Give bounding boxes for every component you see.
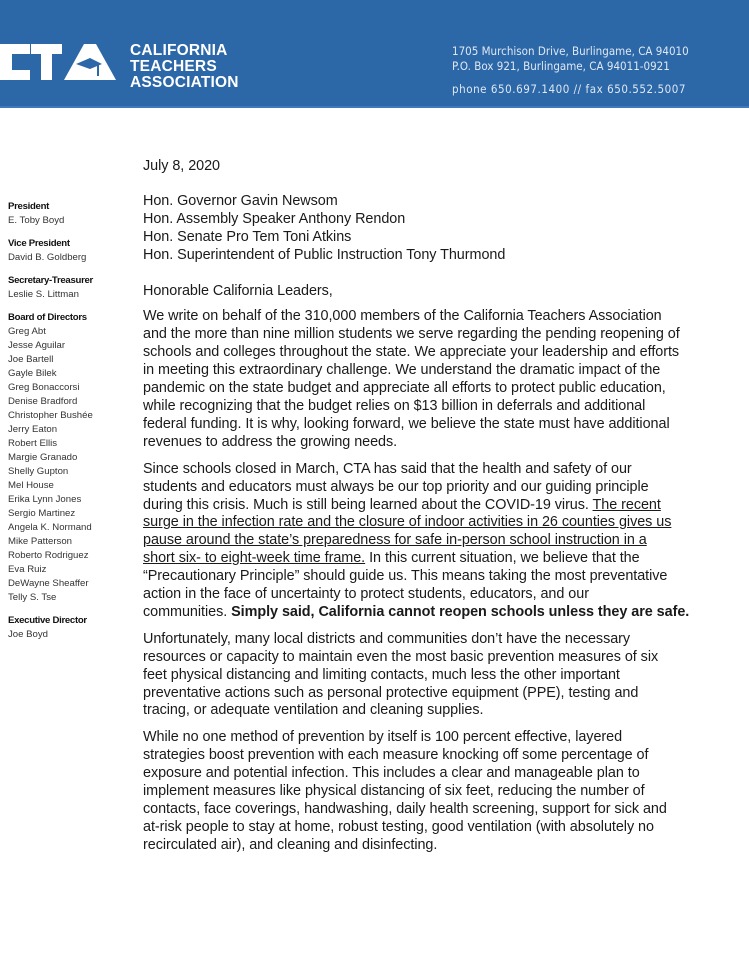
letterhead: [0, 0, 749, 108]
officer-name: Eva Ruiz: [8, 564, 47, 575]
officer-name: DeWayne Sheaffer: [8, 578, 89, 589]
text-span: preventative actions such as personal protective equipment (PPE), testing and: [143, 684, 639, 701]
address-line: 1705 Murchison Drive, Burlingame, CA 94010: [452, 44, 689, 58]
recipient: Hon. Senate Pro Tem Toni Atkins: [143, 228, 352, 245]
text-span: during this crisis. Much is still being learned about the COVID-19 virus.: [143, 496, 593, 513]
officer-name: Margie Granado: [8, 452, 78, 463]
officer-name: Christopher Bushée: [8, 410, 93, 421]
officer-name: Greg Bonaccorsi: [8, 382, 80, 393]
officer-name: Joe Bartell: [8, 354, 54, 365]
officer-name: Gayle Bilek: [8, 368, 57, 379]
text-span: resources or capacity to maintain even the most basic prevention measures of six: [143, 648, 659, 665]
text-line: [143, 532, 733, 550]
text-span: tracing, or adequate ventilation and cleaning supplies.: [143, 702, 484, 719]
text-span: while recognizing that the budget relies on $13 billion in deferrals and additional: [143, 397, 646, 414]
text-line: [143, 497, 733, 515]
cta-logo: [0, 40, 118, 84]
text-line: [143, 380, 733, 398]
text-span: students and educators must always be our top priority and our guiding principle: [143, 478, 649, 495]
paragraph: [143, 729, 733, 854]
recipients: [143, 193, 733, 265]
officer-title: Executive Director: [8, 615, 87, 626]
recipient: Hon. Governor Gavin Newsom: [143, 192, 338, 209]
officer-name: Roberto Rodriguez: [8, 550, 89, 561]
officer-name: Robert Ellis: [8, 438, 58, 449]
officer-name: David B. Goldberg: [8, 252, 87, 263]
officer-group: [8, 311, 118, 605]
text-line: [143, 837, 733, 855]
officer-title: President: [8, 201, 50, 212]
text-span: Since schools closed in March, CTA has said that the health and safety of our: [143, 460, 632, 477]
text-line: [143, 631, 733, 649]
text-line: [143, 326, 733, 344]
text-line: [143, 729, 733, 747]
underlined-text: pause around the state’s preparedness for safe in-person school instruction in a: [143, 532, 647, 549]
phone-fax: phone 650.697.1400 // fax 650.552.5007: [452, 82, 687, 96]
officer-group: [8, 200, 118, 228]
text-line: [143, 747, 733, 765]
text-span: Unfortunately, many local districts and communities don’t have the necessary: [143, 630, 631, 647]
officer-name: E. Toby Boyd: [8, 215, 65, 226]
paragraph: [143, 461, 733, 622]
text-span: federal funding. It is why, looking forward, we believe the state must have additional: [143, 415, 670, 432]
officer-name: Joe Boyd: [8, 629, 49, 640]
letter-body: [143, 158, 733, 864]
text-span: In this current situation, we believe that the: [365, 550, 640, 567]
text-span: and the more than nine million students we serve regarding the pending reopening of: [143, 326, 680, 343]
text-span: implement measures like physical distancing of six feet, reducing the number of: [143, 783, 645, 800]
text-span: in meeting this extraordinary challenge. We understand the dramatic impact of the: [143, 362, 661, 379]
text-span: exposure and potential infection. This includes a clear and manageable plan to: [143, 765, 640, 782]
recipient: Hon. Superintendent of Public Instruction Tony Thurmond: [143, 246, 506, 263]
bold-text: Simply said, California cannot reopen schools unless they are safe.: [231, 603, 690, 620]
text-line: [143, 801, 733, 819]
text-line: [143, 461, 733, 479]
text-line: [143, 550, 733, 568]
underlined-text: The recent: [592, 496, 661, 513]
text-line: [143, 604, 733, 622]
text-span: contacts, face coverings, handwashing, daily health screening, support for sick and: [143, 801, 667, 817]
text-span: recirculated air), and cleaning and disinfecting.: [143, 836, 438, 853]
text-line: [143, 308, 733, 326]
text-span: “Precautionary Principle” should guide us. This means taking the most preventative: [143, 568, 668, 585]
officer-name: Greg Abt: [8, 326, 46, 337]
paragraph: [143, 631, 733, 721]
officer-title: Board of Directors: [8, 312, 87, 323]
salutation: Honorable California Leaders,: [143, 282, 333, 299]
org-address: [452, 44, 689, 97]
officer-group: [8, 237, 118, 265]
org-name-line: CALIFORNIA: [130, 42, 228, 59]
text-line: [143, 344, 733, 362]
officer-name: Mike Patterson: [8, 536, 72, 547]
text-line: [143, 586, 733, 604]
text-line: [143, 765, 733, 783]
org-name-line: TEACHERS: [130, 58, 217, 75]
officer-name: Jesse Aguilar: [8, 340, 66, 351]
text-span: action in the face of uncertainty to protect students, educators, and our: [143, 586, 589, 603]
text-span: revenues to address the growing needs.: [143, 433, 398, 450]
text-line: [143, 819, 733, 837]
text-line: [143, 649, 733, 667]
text-line: [143, 702, 733, 720]
text-span: strategies boost prevention with each measure knocking off some percentage of: [143, 747, 649, 764]
text-span: communities.: [143, 603, 232, 620]
text-line: [143, 398, 733, 416]
officer-title: Secretary-Treasurer: [8, 275, 93, 286]
officer-name: Shelly Gupton: [8, 466, 69, 477]
underlined-text: surge in the infection rate and the closure of indoor activities in 26 counties gives us: [143, 514, 672, 531]
text-line: [143, 434, 733, 452]
paragraph: [143, 308, 733, 451]
text-line: [143, 783, 733, 801]
officer-group: [8, 614, 118, 642]
letter-paragraphs: [143, 308, 733, 854]
text-line: [143, 685, 733, 703]
address-line: P.O. Box 921, Burlingame, CA 94011-0921: [452, 59, 670, 73]
text-line: [143, 362, 733, 380]
officer-name: Leslie S. Littman: [8, 289, 79, 300]
org-name: [130, 43, 239, 91]
text-line: [143, 514, 733, 532]
officer-name: Denise Bradford: [8, 396, 78, 407]
officer-group: [8, 274, 118, 302]
underlined-text: short six- to eight-week time frame.: [143, 550, 366, 567]
recipient: Hon. Assembly Speaker Anthony Rendon: [143, 210, 406, 227]
text-span: schools and colleges throughout the state. We appreciate your leadership and efforts: [143, 344, 680, 361]
text-span: pandemic on the state budget and appreciate all efforts to protect public education,: [143, 380, 666, 397]
officers-sidebar: [8, 200, 118, 651]
text-line: [143, 568, 733, 586]
org-name-line: ASSOCIATION: [130, 74, 239, 91]
letter-date: July 8, 2020: [143, 158, 221, 174]
officer-name: Mel House: [8, 480, 54, 491]
officer-title: Vice President: [8, 238, 70, 249]
officer-name: Erika Lynn Jones: [8, 494, 82, 505]
text-span: While no one method of prevention by itself is 100 percent effective, layered: [143, 729, 623, 746]
officer-name: Telly S. Tse: [8, 592, 57, 603]
text-span: We write on behalf of the 310,000 members of the California Teachers Association: [143, 308, 662, 325]
text-span: feet physical distancing and limiting contacts, much less the other important: [143, 666, 620, 683]
officer-name: Sergio Martinez: [8, 508, 76, 519]
officer-name: Angela K. Normand: [8, 522, 92, 533]
officer-name: Jerry Eaton: [8, 424, 58, 435]
text-line: [143, 667, 733, 685]
text-line: [143, 416, 733, 434]
text-span: at-risk people to stay at home, robust testing, good ventilation (with absolutely no: [143, 818, 654, 835]
text-line: [143, 479, 733, 497]
